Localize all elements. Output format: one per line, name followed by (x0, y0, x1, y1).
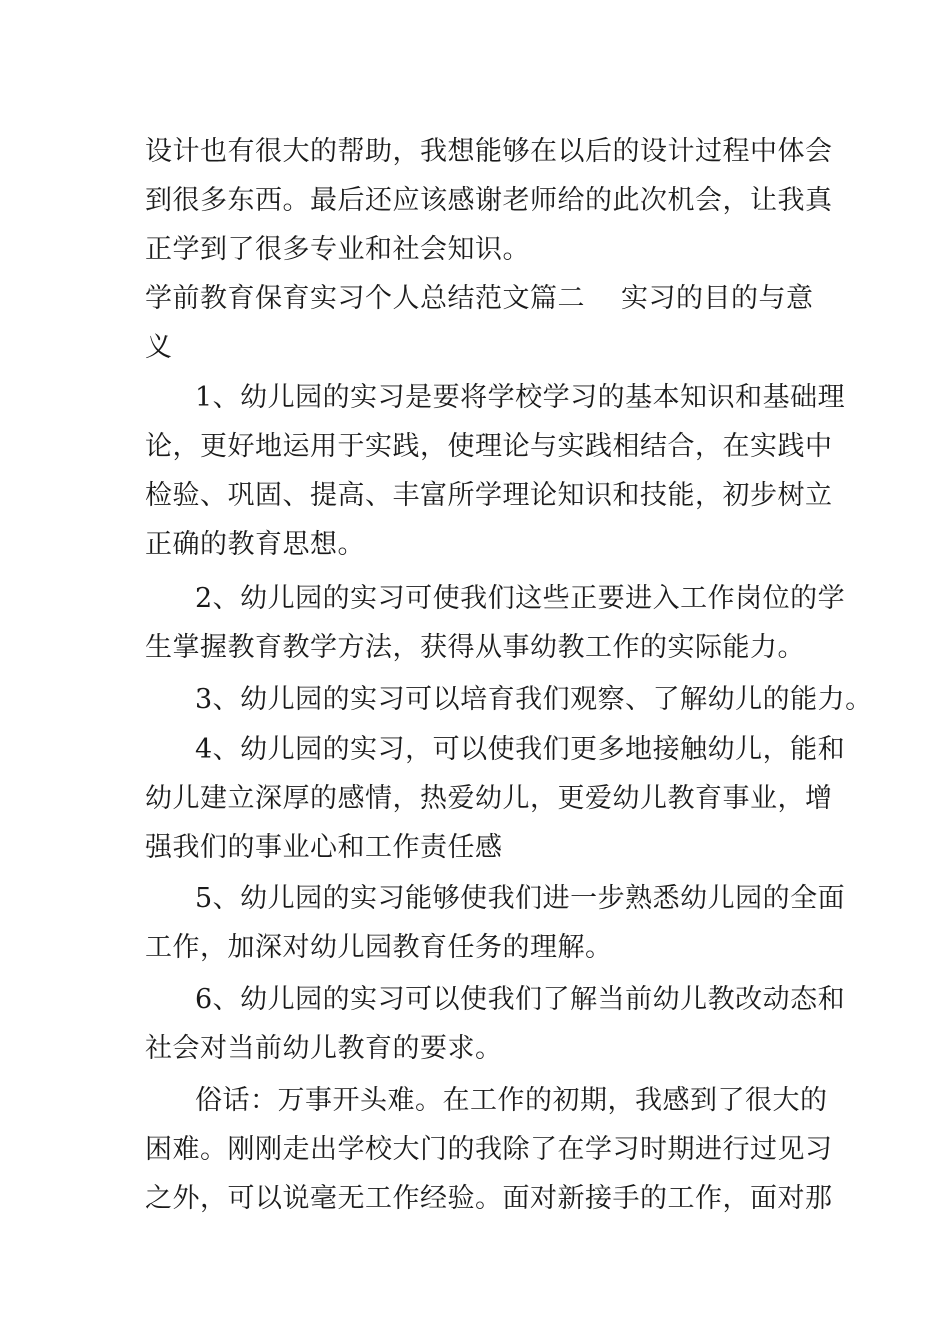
closing-line-1: 俗话：万事开头难。在工作的初期，我感到了很大的 (195, 1085, 828, 1116)
item-3-line-1: 3、幼儿园的实习可以培育我们观察、了解幼儿的能力。 (195, 684, 873, 715)
closing-line-2: 困难。刚刚走出学校大门的我除了在学习时期进行过见习 (145, 1134, 833, 1165)
closing-line-3: 之外，可以说毫无工作经验。面对新接手的工作，面对那 (145, 1183, 833, 1214)
item-5-line-2: 工作，加深对幼儿园教育任务的理解。 (145, 932, 613, 963)
item-4-line-2: 幼儿建立深厚的感情，热爱幼儿，更爱幼儿教育事业，增 (145, 783, 833, 814)
section-heading-subtitle: 实习的目的与意 (621, 283, 814, 314)
section-heading-subtitle-cont: 义 (145, 332, 173, 363)
item-5-line-1: 5、幼儿园的实习能够使我们进一步熟悉幼儿园的全面 (195, 883, 846, 914)
item-1-line-1: 1、幼儿园的实习是要将学校学习的基本知识和基础理 (195, 382, 846, 413)
item-1-line-2: 论，更好地运用于实践，使理论与实践相结合，在实践中 (145, 431, 833, 462)
intro-line-1: 设计也有很大的帮助，我想能够在以后的设计过程中体会 (145, 136, 833, 167)
item-4-line-3: 强我们的事业心和工作责任感 (145, 832, 503, 863)
item-2-line-2: 生掌握教育教学方法，获得从事幼教工作的实际能力。 (145, 632, 805, 663)
item-1-line-4: 正确的教育思想。 (145, 529, 365, 560)
section-heading-title: 学前教育保育实习个人总结范文篇二 (145, 283, 585, 314)
item-1-line-3: 检验、巩固、提高、丰富所学理论知识和技能，初步树立 (145, 480, 833, 511)
item-4-line-1: 4、幼儿园的实习，可以使我们更多地接触幼儿，能和 (195, 734, 846, 765)
item-6-line-1: 6、幼儿园的实习可以使我们了解当前幼儿教改动态和 (195, 984, 846, 1015)
intro-line-2: 到很多东西。最后还应该感谢老师给的此次机会，让我真 (145, 185, 833, 216)
item-6-line-2: 社会对当前幼儿教育的要求。 (145, 1033, 503, 1064)
item-2-line-1: 2、幼儿园的实习可使我们这些正要进入工作岗位的学 (195, 583, 846, 614)
intro-line-3: 正学到了很多专业和社会知识。 (145, 234, 530, 265)
